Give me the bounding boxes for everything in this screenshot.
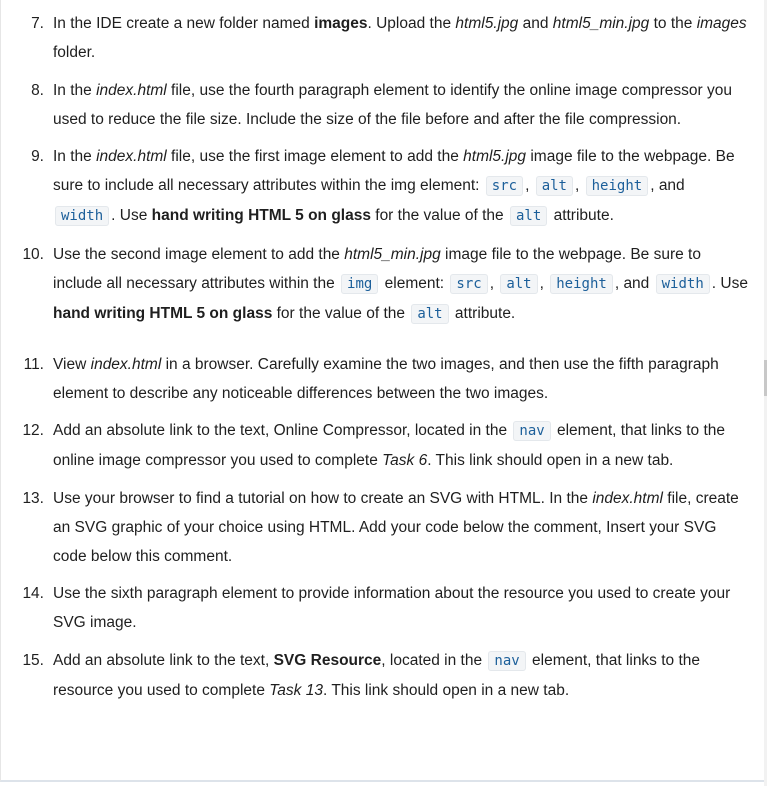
italic-text: html5.jpg bbox=[455, 15, 519, 32]
inline-code: height bbox=[586, 176, 649, 196]
italic-text: html5.jpg bbox=[463, 148, 527, 165]
task-text: Add an absolute link to the text, bbox=[53, 651, 274, 669]
italic-text: index.html bbox=[592, 489, 663, 507]
task-text: In the bbox=[53, 148, 97, 165]
inline-code: width bbox=[656, 274, 710, 294]
task-text: and bbox=[518, 15, 553, 32]
task-text: element: bbox=[380, 274, 449, 292]
bold-text: hand writing HTML 5 on glass bbox=[53, 304, 273, 322]
task-text: . Upload the bbox=[367, 15, 456, 32]
inline-code: alt bbox=[510, 206, 547, 226]
italic-text: images bbox=[696, 15, 747, 32]
task-text: , bbox=[525, 177, 534, 194]
task-item bbox=[0, 240, 750, 329]
task-number: 10. bbox=[22, 245, 44, 263]
task-item bbox=[0, 646, 750, 705]
task-item bbox=[0, 9, 750, 67]
task-text: for the value of the bbox=[272, 304, 410, 322]
task-text: Add an absolute link to the text, Online Compressor, located in the bbox=[53, 422, 512, 439]
task-number: 9. bbox=[31, 148, 44, 165]
task-text: Use the sixth paragraph element to provide information about the resource you used to create your SVG image. bbox=[53, 585, 731, 631]
task-number: 8. bbox=[31, 81, 44, 99]
task-item bbox=[0, 579, 750, 637]
italic-text: Task 6 bbox=[382, 452, 428, 469]
task-text: , bbox=[489, 274, 499, 292]
inline-code: alt bbox=[411, 304, 448, 324]
task-text: Use your browser to find a tutorial on how to create an SVG with HTML. In the bbox=[53, 489, 593, 507]
task-text: . This link should open in a new tab. bbox=[322, 681, 570, 699]
italic-text: html5_min.jpg bbox=[344, 245, 441, 263]
task-text: image file to the webpage. Be sure to include all necessary attributes within the bbox=[53, 245, 701, 292]
task-text: In the IDE create a new folder named bbox=[53, 15, 315, 32]
task-text: in a browser. Carefully examine the two images, and then use the fifth paragraph element to describe any noticeable differences between the two images. bbox=[53, 355, 719, 402]
task-text: , bbox=[539, 274, 549, 292]
inline-code: nav bbox=[513, 421, 550, 441]
task-text: . This link should open in a new tab. bbox=[427, 452, 674, 469]
inline-code: width bbox=[55, 206, 109, 226]
task-item bbox=[0, 142, 750, 231]
task-number: 7. bbox=[31, 15, 44, 32]
task-text: View bbox=[53, 355, 91, 373]
italic-text: index.html bbox=[96, 148, 167, 165]
italic-text: index.html bbox=[96, 81, 167, 99]
task-text: , and bbox=[614, 274, 654, 292]
task-text: element, that links to the online image compressor you used to complete bbox=[53, 422, 726, 469]
task-number: 15. bbox=[22, 651, 44, 669]
task-item bbox=[0, 76, 750, 134]
italic-text: Task 13 bbox=[269, 681, 323, 699]
task-list bbox=[0, 9, 750, 713]
bold-text: images bbox=[314, 15, 368, 32]
italic-text: html5_min.jpg bbox=[552, 15, 650, 32]
task-text: for the value of the bbox=[370, 207, 508, 224]
task-text: file, create an SVG graphic of your choice using HTML. Add your code below the comment, Insert your SVG code below this comment. bbox=[53, 489, 739, 565]
bold-text: hand writing HTML 5 on glass bbox=[151, 207, 371, 224]
task-number: 13. bbox=[22, 489, 44, 507]
bold-text: SVG Resource bbox=[273, 651, 382, 669]
task-text: image file to the webpage. Be sure to include all necessary attributes within the img element: bbox=[53, 148, 735, 194]
task-text: folder. bbox=[53, 44, 96, 61]
inline-code: nav bbox=[488, 651, 525, 671]
inline-code: alt bbox=[500, 274, 537, 294]
task-text: attribute. bbox=[549, 207, 614, 224]
task-text: . Use bbox=[711, 274, 748, 292]
task-text: element, that links to the resource you used to complete bbox=[53, 651, 701, 699]
task-item bbox=[0, 350, 750, 408]
task-number: 14. bbox=[22, 585, 44, 602]
task-text: . Use bbox=[111, 207, 152, 224]
inline-code: height bbox=[550, 274, 613, 294]
task-item bbox=[0, 416, 750, 475]
task-item bbox=[0, 484, 750, 571]
inline-code: src bbox=[450, 274, 487, 294]
task-text: to the bbox=[649, 15, 697, 32]
task-text: file, use the first image element to add the bbox=[166, 148, 464, 165]
task-number: 11. bbox=[23, 355, 44, 373]
task-text: , and bbox=[650, 177, 685, 194]
task-text: attribute. bbox=[450, 304, 516, 322]
task-text: In the bbox=[53, 81, 97, 99]
task-text: Use the second image element to add the bbox=[53, 245, 345, 263]
task-text: file, use the fourth paragraph element to identify the online image compressor you used to reduce the file size. Include the size of the file before and after the file compression. bbox=[53, 81, 732, 128]
inline-code: img bbox=[341, 274, 378, 294]
task-number: 12. bbox=[22, 422, 44, 439]
inline-code: alt bbox=[536, 176, 573, 196]
task-text: , bbox=[575, 177, 584, 194]
inline-code: src bbox=[486, 176, 523, 196]
task-text: , located in the bbox=[381, 651, 487, 669]
italic-text: index.html bbox=[90, 355, 162, 373]
